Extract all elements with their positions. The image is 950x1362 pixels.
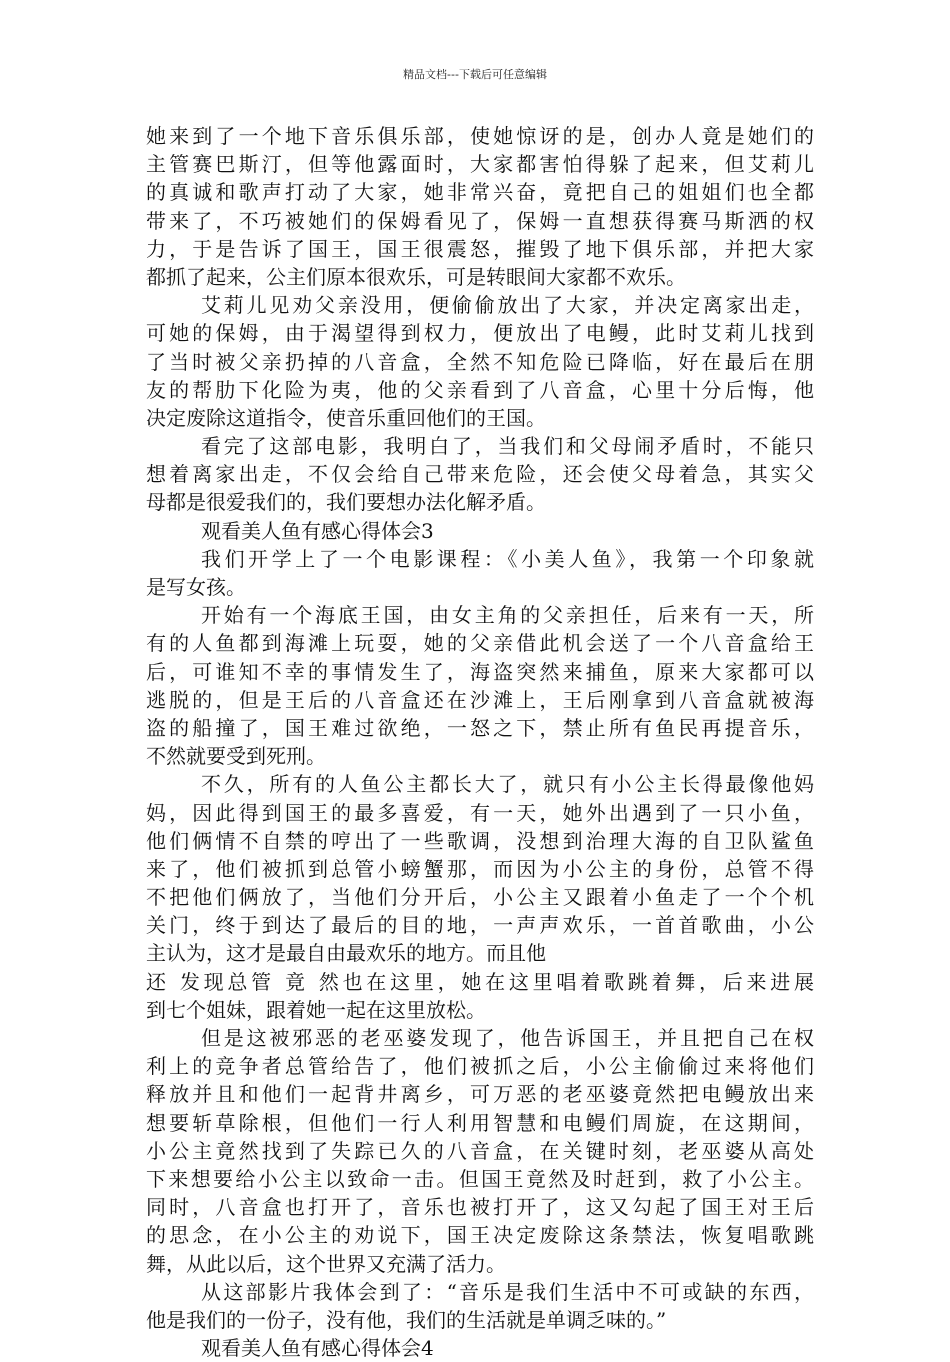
page-header: 精品文档---下载后可任意编辑 [403,68,547,81]
text-line: 从这部影片我体会到了：“音乐是我们生活中不可或缺的东西， [201,1279,814,1304]
text-line: 母都是很爱我们的，我们要想办法化解矛盾。 [146,490,546,515]
text-line: 来了，他们被抓到总管小螃蟹那，而因为小公主的身份，总管不得 [146,856,814,881]
text-line: 下来想要给小公主以致命一击。但国王竟然及时赶到，救了小公主。 [146,1166,814,1191]
text-line: 是写女孩。 [146,575,246,599]
text-line: 他是我们的一份子，没有他，我们的生活就是单调乏味的。” [146,1307,667,1332]
text-line: 后，可谁知不幸的事情发生了，海盗突然来捕鱼，原来大家都可以 [146,659,814,684]
text-line: 观看美人鱼有感心得体会3 [201,518,434,543]
text-line: 决定废除这道指令，使音乐重回他们的王国。 [146,405,546,430]
text-line: 我们开学上了一个电影课程：《小美人鱼》，我第一个印象就 [201,546,814,571]
text-line: 主认为，这才是最自由最欢乐的地方。而且他 [146,941,546,966]
text-line: 开始有一个海底王国，由女主角的父亲担任，后来有一天，所 [201,603,814,628]
text-line: 的真诚和歌声打动了大家，她非常兴奋，竟把自己的姐姐们也全都 [146,180,814,205]
text-line: 小公主竟然找到了失踪已久的八音盒，在关键时刻，老巫婆从高处 [146,1138,814,1163]
text-line: 带来了，不巧被她们的保姆看见了，保姆一直想获得赛马斯洒的权 [146,208,814,233]
text-line: 了当时被父亲扔掉的八音盒，全然不知危险已降临，好在最后在朋 [146,349,814,374]
text-line: 同时，八音盒也打开了，音乐也被打开了，这又勾起了国王对王后 [146,1195,814,1220]
text-line: 不久，所有的人鱼公主都长大了，就只有小公主长得最像他妈 [201,772,814,797]
text-line: 不把他们俩放了，当他们分开后，小公主又跟着小鱼走了一个个机 [146,885,814,910]
document-body [146,122,814,1362]
text-line: 妈，因此得到国王的最多喜爱，有一天，她外出遇到了一只小鱼， [146,800,814,825]
text-line: 主管赛巴斯汀，但等他露面时，大家都害怕得躲了起来，但艾莉儿 [146,152,814,177]
text-line: 到七个姐妹，跟着她一起在这里放松。 [146,997,486,1022]
text-line: 舞，从此以后，这个世界又充满了活力。 [146,1251,506,1276]
text-line: 释放并且和他们一起背井离乡，可万恶的老巫婆竟然把电鳗放出来 [146,1082,814,1107]
text-line: 有的人鱼都到海滩上玩耍，她的父亲借此机会送了一个八音盒给王 [146,631,814,656]
text-line: 还 发现总管 竟 然也在这里，她在这里唱着歌跳着舞，后来进展 [146,969,814,994]
text-line: 看完了这部电影，我明白了，当我们和父母闹矛盾时，不能只 [201,434,814,459]
text-line: 盗的船撞了，国王难过欲绝，一怒之下，禁止所有鱼民再提音乐， [146,715,814,740]
text-line: 但是这被邪恶的老巫婆发现了，他告诉国王，并且把自己在权 [201,1026,814,1050]
text-line: 观看美人鱼有感心得体会4 [201,1336,434,1361]
text-line: 逃脱的，但是王后的八音盒还在沙滩上，王后刚拿到八音盒就被海 [146,687,814,712]
text-line: 不然就要受到死刑。 [146,744,326,769]
text-line: 艾莉儿见劝父亲没用，便偷偷放出了大家，并决定离家出走， [201,293,814,318]
text-line: 她来到了一个地下音乐俱乐部，使她惊讶的是，创办人竟是她们的 [146,124,814,148]
text-line: 可她的保姆，由于渴望得到权力，便放出了电鳗，此时艾莉儿找到 [146,321,814,346]
text-line: 想要斩草除根，但他们一行人利用智慧和电鳗们周旋，在这期间， [146,1110,814,1135]
text-line: 都抓了起来，公主们原本很欢乐，可是转眼间大家都不欢乐。 [146,264,686,289]
text-line: 利上的竞争者总管给告了，他们被抓之后，小公主偷偷过来将他们 [146,1054,814,1079]
text-line: 友的帮肋下化险为夷，他的父亲看到了八音盒，心里十分后悔，他 [146,377,814,402]
text-line: 力，于是告诉了国王，国王很震怒，摧毁了地下俱乐部，并把大家 [146,236,814,261]
text-line: 关门，终于到达了最后的目的地，一声声欢乐，一首首歌曲，小公 [146,913,814,938]
text-line: 的思念，在小公主的劝说下，国王决定废除这条禁法，恢复唱歌跳 [146,1223,814,1248]
text-line: 想着离家出走，不仅会给自己带来危险，还会使父母着急，其实父 [146,462,814,487]
text-line: 他们俩情不自禁的哼出了一些歌调，没想到治理大海的自卫队鲨鱼 [146,828,814,853]
